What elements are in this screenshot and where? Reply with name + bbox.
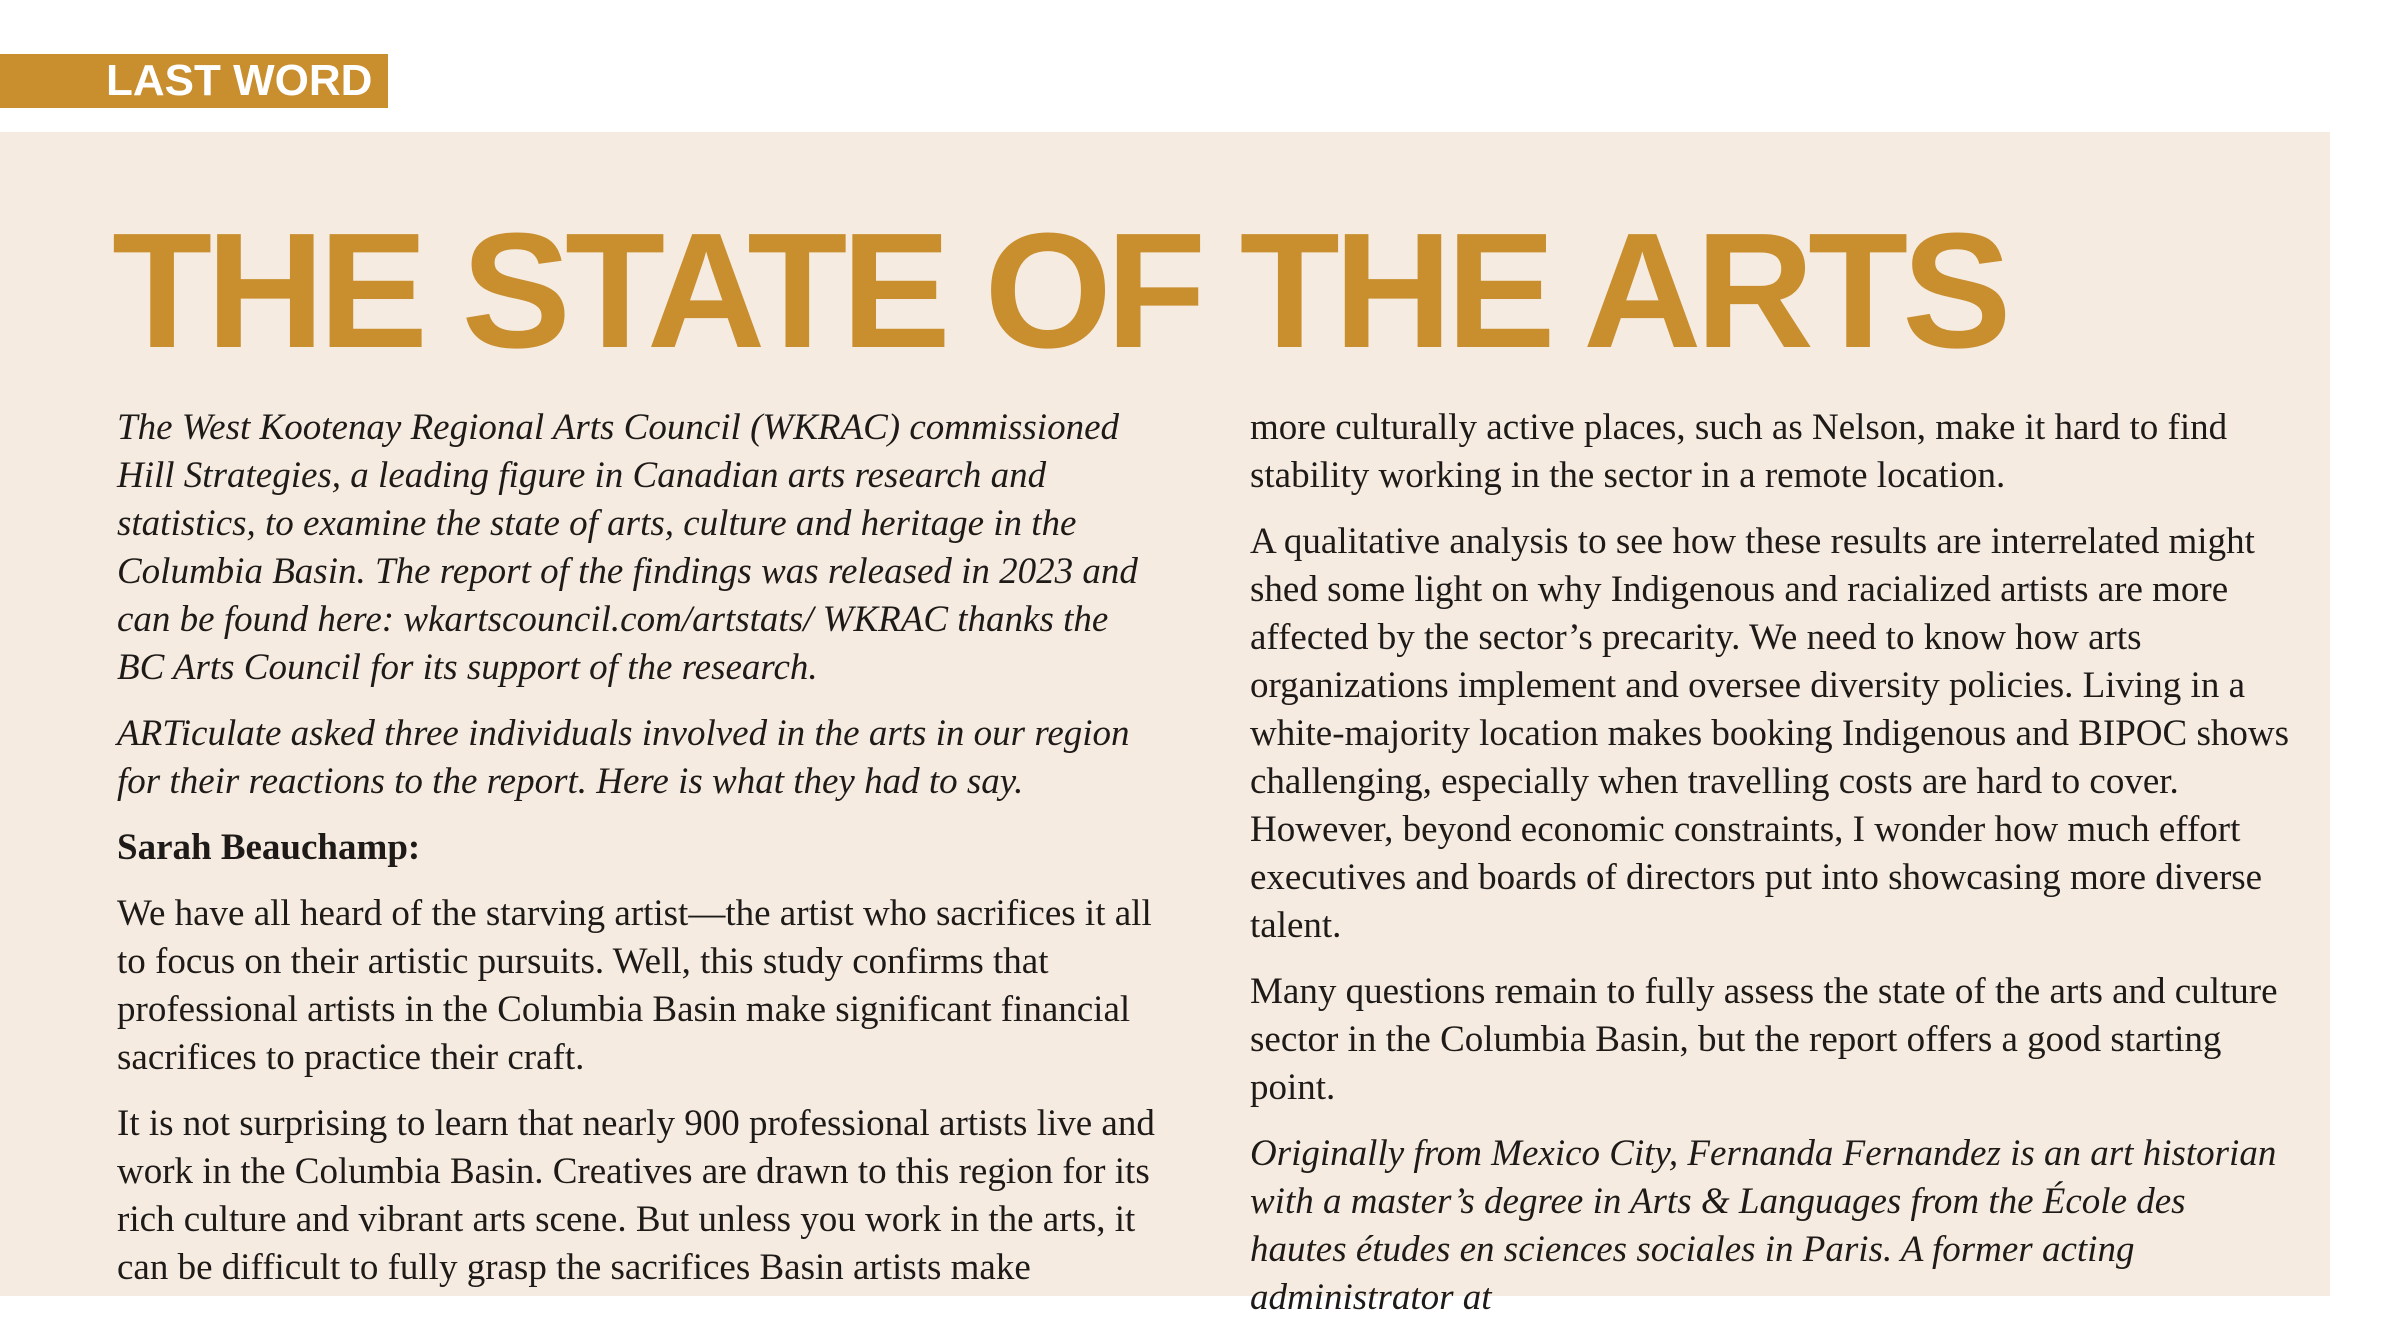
article-column-right (1250, 404, 2290, 1340)
body-paragraph: We have all heard of the starving artist—the artist who sacrifices it all to focus on their artistic pursuits. Well, this study confirms that professional artists in the Columbia Basin make significant financial sacrifices to practice their craft. (117, 893, 1152, 1078)
contributor-bio: Originally from Mexico City, Fernanda Fernandez is an art historian with a master’s degree in Arts & Languages from the École des hautes études en sciences sociales in Paris. A former acting administrator at (1250, 1133, 2277, 1318)
intro-paragraph: The West Kootenay Regional Arts Council (WKRAC) commissioned Hill Strategies, a leading figure in Canadian arts research and statistics, to examine the state of arts, culture and heritage in the Columbia Basin. The report of the findings was released in 2023 and can be found here: wkartscouncil.com/artstats/ WKRAC thanks the BC Arts Council for its support of the research. (117, 407, 1138, 688)
body-paragraph: A qualitative analysis to see how these results are interrelated might shed some light on why Indigenous and racialized artists are more affected by the sector’s precarity. We need to know how arts organizations implement and oversee diversity policies. Living in a white-majority location makes booking Indigenous and BIPOC shows challenging, especially when travelling costs are hard to cover. However, beyond economic constraints, I wonder how much effort executives and boards of directors put into showcasing more diverse talent. (1250, 521, 2289, 946)
body-paragraph: more culturally active places, such as Nelson, make it hard to find stability working in the sector in a remote location. (1250, 407, 2228, 496)
body-paragraph: Many questions remain to fully assess the state of the arts and culture sector in the Columbia Basin, but the report offers a good starting point. (1250, 971, 2278, 1108)
contributor-name: Sarah Beauchamp: (117, 827, 421, 868)
article-column-left (117, 404, 1157, 1310)
section-label: LAST WORD (106, 56, 373, 105)
body-paragraph: It is not surprising to learn that nearly 900 professional artists live and work in the Columbia Basin. Creatives are drawn to this region for its rich culture and vibrant arts scene. But unless you work in the arts, it can be difficult to fully grasp the sacrifices Basin artists make (117, 1103, 1155, 1288)
article-headline: THE STATE OF THE ARTS (112, 199, 2006, 382)
intro-paragraph: ARTiculate asked three individuals involved in the arts in our region for their reactions to the report. Here is what they had to say. (117, 713, 1130, 802)
section-tag (0, 54, 388, 108)
